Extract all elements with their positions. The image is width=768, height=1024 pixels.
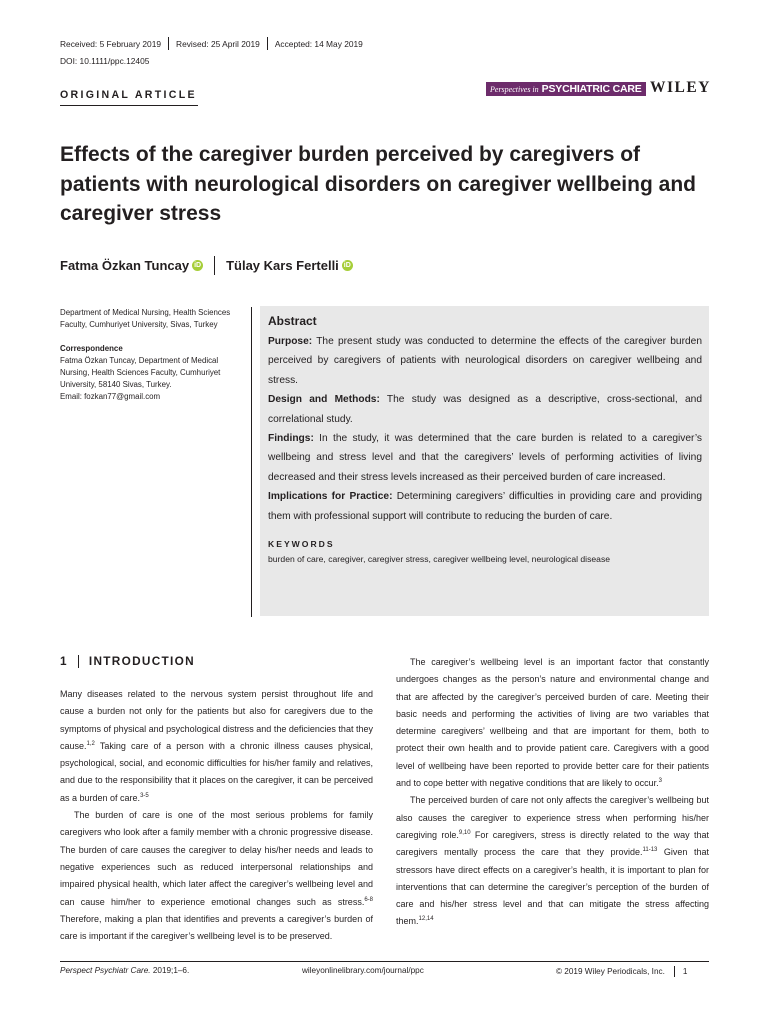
- body-text: The caregiver’s wellbeing level is an important factor that constantly undergoes changes as the person’s nature and environmental change and that are affected by the caregiver’s perceived burden of care. Meeting their basic needs and performing the activities of living are two variables that determine caregivers’ wellbeing and that are important for them, both to protect their own health and to provide patient care. Caregivers with a good level of wellbeing have been reported to provide better care for their patients and to cope better with negative conditions that are likely to occur.: [396, 657, 709, 789]
- affiliation-panel: [60, 307, 240, 403]
- abstract-purpose: [268, 332, 702, 390]
- citation-ref[interactable]: 12,14: [418, 916, 434, 923]
- footer-year-pages: 2019;1–6.: [150, 966, 190, 975]
- body-text: Therefore, making a plan that identifies and prevents a caregiver’s burden of care is important if the caregiver’s wellbeing level is to be preserved.: [60, 913, 373, 942]
- divider: [214, 256, 215, 275]
- section-heading: [60, 654, 195, 668]
- keywords-list: burden of care, caregiver, caregiver stress, caregiver wellbeing level, neurological disease: [268, 554, 611, 565]
- body-paragraph: [396, 654, 709, 792]
- abstract-label: Findings:: [268, 433, 314, 445]
- abstract-text: The present study was conducted to determine the effects of the caregiver burden perceived by caregivers of patients with neurological disorders on caregiver wellbeing and stress.: [268, 336, 702, 386]
- footer-url[interactable]: wileyonlinelibrary.com/journal/ppc: [302, 966, 424, 975]
- footer-right: [556, 966, 687, 977]
- abstract-text: Determining caregivers’ difficulties in providing care and providing them with professional support will contribute to reducing the burden of care.: [268, 491, 703, 522]
- correspondence-email[interactable]: Email: fozkan77@gmail.com: [60, 392, 161, 401]
- footer-journal: Perspect Psychiatr Care.: [60, 966, 151, 975]
- column-divider: [251, 307, 252, 617]
- correspondence-heading: Correspondence: [60, 344, 123, 353]
- page-number: 1: [682, 967, 688, 976]
- correspondence-line: Fatma Özkan Tuncay, Department of Medical: [60, 356, 219, 365]
- revised-date: Revised: 25 April 2019: [176, 38, 260, 49]
- doi[interactable]: DOI: 10.1111/ppc.12405: [60, 56, 150, 66]
- body-text: For caregivers, stress is directly related to the way that caregivers mentally process the care that they provide.: [396, 829, 709, 858]
- divider: [267, 37, 268, 50]
- body-text: Taking care of a person with a chronic illness causes physical, psychological, social, and economic difficulties for his/her family and relatives, and due to the responsibility that it places on the caregiver, it can be perceived as a burden of care.: [60, 740, 373, 803]
- accepted-date: Accepted: 14 May 2019: [274, 38, 363, 49]
- body-paragraph: [396, 792, 709, 930]
- citation-ref[interactable]: 11-13: [642, 847, 658, 854]
- journal-logo: [486, 82, 646, 96]
- divider: [674, 966, 675, 977]
- article-title: Effects of the caregiver burden perceived by caregivers of patients with neurological disorders on caregiver wellbeing and caregiver stress: [60, 143, 696, 225]
- article-category: ORIGINAL ARTICLE: [60, 89, 197, 101]
- citation-ref[interactable]: 6-8: [364, 896, 373, 903]
- journal-logo-name: PSYCHIATRIC CARE: [541, 83, 642, 95]
- orcid-icon[interactable]: iD: [194, 262, 202, 269]
- author-name: Tülay Kars Fertelli: [226, 258, 339, 273]
- abstract-findings: [268, 429, 702, 487]
- body-paragraph: [60, 807, 373, 945]
- citation-ref[interactable]: 3-5: [140, 792, 149, 799]
- abstract-heading: Abstract: [268, 314, 317, 328]
- abstract-text: The study was designed as a descriptive, cross-sectional, and correlational study.: [268, 394, 702, 425]
- history-dates: [60, 37, 363, 50]
- abstract-label: Purpose:: [268, 336, 313, 347]
- body-text: Given that stressors have direct effects on a caregiver’s health, it is important to plan for interventions that can determine the caregiver’s perception of the burden of care and his/her stress level and that can mitigate the stress affecting them.: [396, 847, 709, 927]
- author-name: Fatma Özkan Tuncay: [60, 258, 190, 273]
- received-date: Received: 5 February 2019: [60, 38, 162, 49]
- body-text: The burden of care is one of the most serious problems for family caregivers who look after a family member with a chronic progressive disease. The burden of care causes the caregiver to delay his/her needs and leads to negative experiences such as reduced interpersonal relationships and impaired physical health, which later affect the caregiver’s wellbeing level and can cause him/her to experience emotional changes such as stress.: [60, 810, 373, 907]
- abstract-design: [268, 390, 702, 429]
- journal-logo-prefix: Perspectives in: [490, 84, 539, 94]
- footer-rule: [60, 961, 709, 962]
- abstract-implications: [268, 487, 702, 526]
- correspondence-line: Nursing, Health Sciences Faculty, Cumhuriyet: [60, 368, 221, 377]
- author-list: [60, 256, 353, 275]
- citation-ref[interactable]: 3: [658, 778, 663, 785]
- body-column-right: [396, 654, 709, 931]
- abstract-text: In the study, it was determined that the care burden is related to a caregiver’s wellbeing and stress level and that the caregivers’ levels of performing activities of living decreased and their stress levels increased as their perceived burden of care increased.: [268, 433, 702, 483]
- citation-ref[interactable]: 1,2: [86, 740, 95, 747]
- divider: [168, 37, 169, 50]
- category-underline: [60, 105, 198, 106]
- abstract-label: Design and Methods:: [268, 394, 380, 406]
- body-text: Many diseases related to the nervous system persist throughout life and cause a burden not only for the patients but also for caregivers due to the symptoms of physical and psychological distress and the deficiencies that they cause.: [60, 689, 373, 751]
- orcid-icon[interactable]: iD: [343, 262, 351, 269]
- footer-citation: [60, 966, 189, 975]
- section-title: INTRODUCTION: [88, 654, 195, 668]
- body-column-left: [60, 686, 373, 945]
- affiliation: Department of Medical Nursing, Health Sciences Faculty, Cumhuriyet University, Sivas, Turkey: [60, 308, 231, 329]
- abstract-box: [260, 306, 709, 616]
- citation-ref[interactable]: 9,10: [458, 829, 471, 836]
- body-paragraph: [60, 686, 373, 807]
- keywords-heading: KEYWORDS: [268, 539, 335, 550]
- correspondence-line: University, 58140 Sivas, Turkey.: [60, 380, 172, 389]
- section-number: 1: [60, 654, 68, 668]
- publisher-logo: WILEY: [650, 79, 711, 96]
- abstract-label: Implications for Practice:: [268, 491, 393, 503]
- copyright: © 2019 Wiley Periodicals, Inc.: [556, 967, 665, 976]
- divider: [78, 655, 79, 668]
- body-text: The perceived burden of care not only affects the caregiver’s wellbeing but also causes the caregiver to experience stress when performing his/her caregiving role.: [396, 795, 709, 840]
